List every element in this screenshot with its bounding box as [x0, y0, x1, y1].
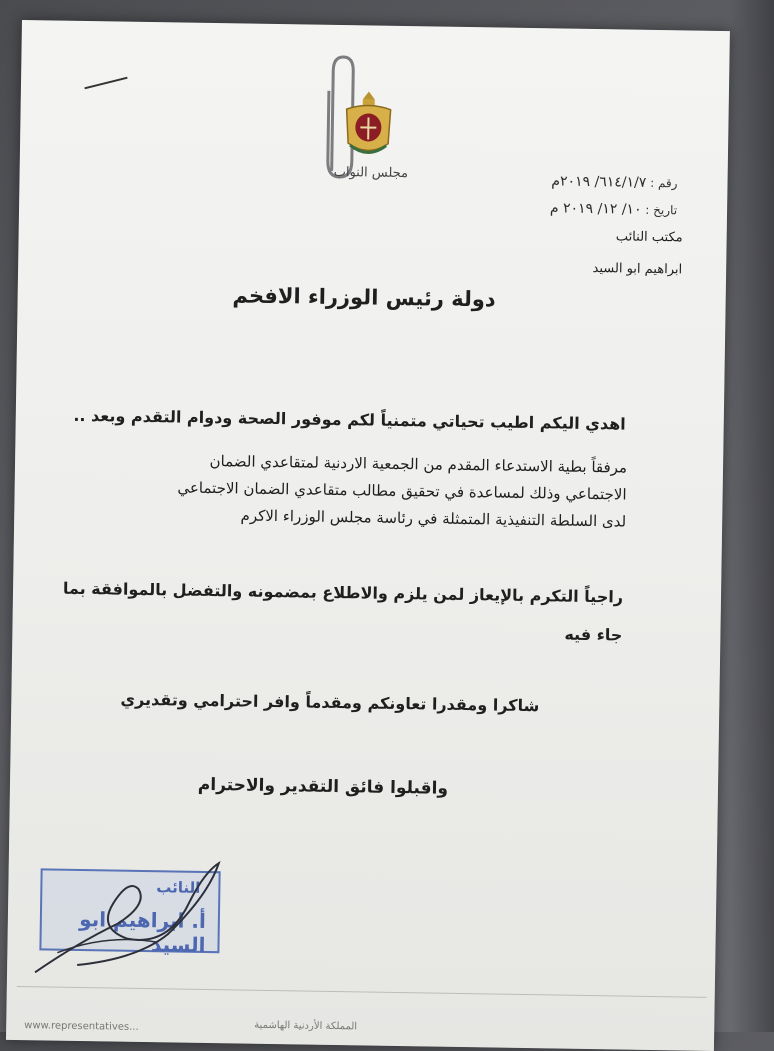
date-value: ١٠/ ١٢/ ٢٠١٩ م	[549, 200, 642, 218]
body-line-2: الاجتماعي وذلك لمساعدة في تحقيق مطالب متقاعدي الضمان الاجتماعي	[177, 478, 627, 504]
body-line-3: لدى السلطة التنفيذية المتمثلة في رئاسة مجلس الوزراء الاكرم	[240, 506, 627, 531]
ref-label: رقم :	[650, 175, 678, 191]
parliament-name: مجلس النواب	[333, 164, 409, 182]
thanks-line: شاكرا ومقدرا تعاونكم ومقدماً وافر احترامي وتقديري	[120, 689, 540, 716]
closing-line: واقبلوا فائق التقدير والاحترام	[197, 774, 449, 799]
date-label: تاريخ :	[645, 202, 678, 218]
stamp-name: أ. ابراهيم ابو السيد	[79, 907, 207, 957]
footer-url: www.representatives...	[24, 1020, 139, 1033]
sender-name: ابراهيم ابو السيد	[592, 260, 683, 278]
ref-value: ٦١٤/١/٧/ ٢٠١٩م	[551, 173, 647, 191]
salutation: دولة رئيس الوزراء الافخم	[232, 283, 496, 312]
request-line-2: جاء فيه	[564, 624, 623, 645]
signature-icon	[17, 832, 239, 985]
edge-shadow	[730, 0, 774, 1032]
greeting: اهدي اليكم اطيب تحياتي متمنياً لكم موفور الصحة ودوام التقدم وبعد ..	[73, 405, 626, 434]
footer-divider	[17, 986, 707, 998]
office-label: مكتب النائب	[615, 229, 683, 246]
ref-number-row	[551, 173, 677, 191]
request-line-1: راجياً التكرم بالإيعاز لمن يلزم والاطلاع بمضمونه والتفضل بالموافقة بما	[62, 578, 624, 607]
stamp-title: النائب	[156, 878, 201, 897]
footer-country: المملكة الأردنية الهاشمية	[254, 1019, 358, 1033]
jordan-coat-of-arms-icon	[340, 87, 397, 160]
letter-paper	[6, 20, 730, 1051]
body-line-1: مرفقاً بطية الاستدعاء المقدم من الجمعية الاردنية لمتقاعدي الضمان	[209, 452, 628, 477]
date-row	[550, 200, 677, 218]
